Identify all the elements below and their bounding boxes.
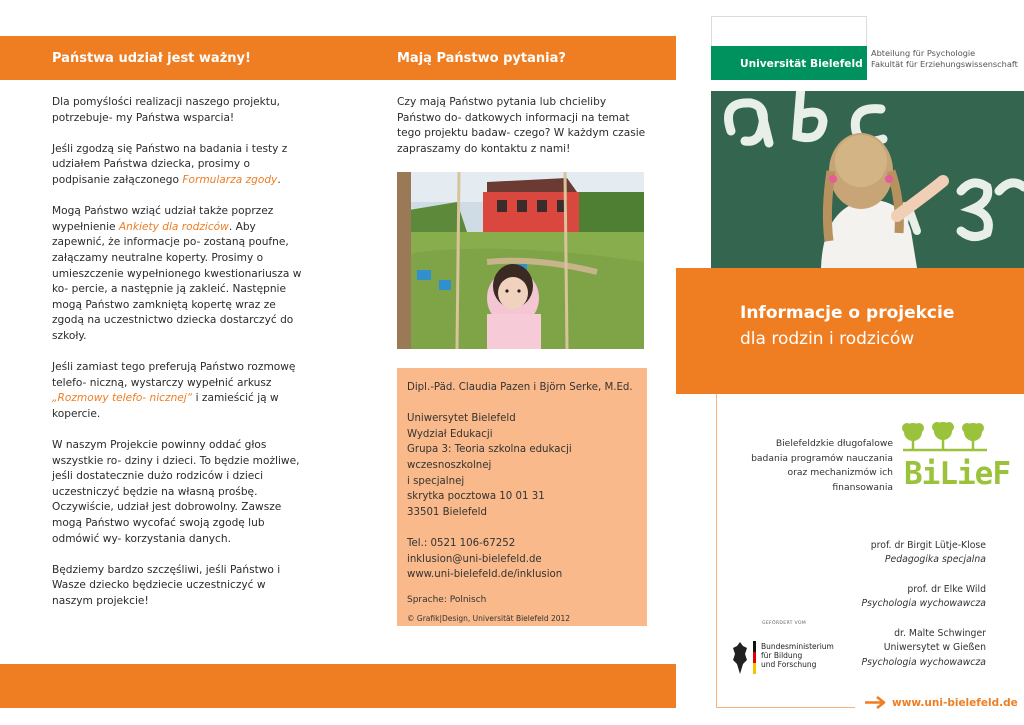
- contact-names: Dipl.-Päd. Claudia Pazen i Björn Serke, M.Ed.: [407, 382, 633, 393]
- german-flag-icon: [753, 641, 756, 674]
- consent-form-link[interactable]: Formularza zgody: [182, 173, 278, 186]
- paragraph-support: Dla pomyślości realizacji naszego projektu, potrzebuje- my Państwa wsparcia!: [52, 96, 281, 124]
- middle-heading: Mają Państwo pytania?: [397, 51, 566, 66]
- person-3-name: dr. Malte Schwinger: [894, 628, 986, 639]
- phone-interview-link[interactable]: „Rozmowy telefo- nicznej“: [52, 392, 193, 405]
- left-heading: Państwa udział jest ważny!: [52, 51, 251, 66]
- bilief-description: Bielefeldzkie długofalowe badania programów nauczania oraz mechanizmów ich finansowania: [751, 438, 893, 493]
- bmbf-name: Bundesministerium für Bildung und Forschung: [761, 642, 834, 669]
- person-3-role2: Psychologia wychowawcza: [861, 656, 986, 668]
- left-column-text: [52, 95, 302, 625]
- contact-group: Grupa 3: Teoria szkolna edukacji wczesnoszkolnej: [407, 444, 572, 471]
- person-1-role: Pedagogika specjalna: [884, 554, 986, 566]
- cover-title: Informacje o projekcie: [740, 303, 955, 323]
- paragraph-phone: Jeśli zamiast tego preferują Państwo rozmowę telefo- niczną, wystarczy wypełnić arkusz „Rozmowy telefo- nicznej“ i zamieścić ją w kopercie.: [52, 361, 296, 420]
- chalkboard-child-photo: [711, 91, 1024, 268]
- university-name: Universität Bielefeld: [740, 58, 863, 70]
- person-2: [800, 583, 986, 612]
- paragraph-voluntary: W naszym Projekcie powinny oddać głos wszystkie ro- dziny i dzieci. To będzie możliwe, jeśli dostatecznie dużo rodziców i dzieci uczestniczyć będzie na własną prośbę. Oczywiście, udział jest dobrowolny. Zawsze mogą Państwo wycofać swoją zgodę lub odmówić wy- korzystania danych.: [52, 439, 300, 545]
- contact-group-cont: i specjalnej: [407, 475, 465, 487]
- university-logo-block: [711, 16, 867, 80]
- contact-faculty: Wydział Edukacji: [407, 428, 493, 440]
- paragraph-questions: Czy mają Państwo pytania lub chcieliby Państwo do- datkowych informacji na temat tego projektu badaw- czego? W każdym czasie zapraszamy do kontaktu z nami!: [397, 96, 646, 155]
- contact-org: Uniwersytet Bielefeld: [407, 413, 516, 425]
- cover-subtitle: dla rodzin i rodziców: [740, 329, 915, 349]
- contact-city: 33501 Bielefeld: [407, 506, 487, 518]
- paragraph-consent: Jeśli zgodzą się Państwo na badania i testy z udziałem Państwa dziecka, prosimy o podpisanie załączonego Formularza zgody.: [52, 142, 288, 186]
- contact-po-box: skrytka pocztowa 10 01 31: [407, 491, 545, 503]
- middle-column-text: [397, 95, 647, 173]
- parent-survey-link[interactable]: Ankiety dla rodziców: [118, 220, 229, 233]
- person-1: [800, 539, 986, 568]
- person-2-role: Psychologia wychowawcza: [861, 598, 986, 610]
- department-info: Abteilung für Psychologie Fakultät für Erziehungswissenschaft: [871, 48, 1018, 69]
- person-1-name: prof. dr Birgit Lütje-Klose: [870, 540, 986, 551]
- person-3-role: Uniwersytet w Gießen: [883, 642, 986, 654]
- contact-email[interactable]: inklusion@uni-bielefeld.de: [407, 553, 542, 565]
- contact-phone: Tel.: 0521 106-67252: [407, 537, 516, 549]
- design-credit: © Grafik|Design, Universität Bielefeld 2012: [407, 614, 571, 624]
- paragraph-survey: Mogą Państwo wziąć udział także poprzez wypełnienie Ankiety dla rodziców. Aby zapewnić, że informacje po- zostaną poufne, załączamy neutralne koperty. Prosimy o umieszczenie wypełnionego kwestionariusza w ko- percie, a następnie ją zakleić. Następnie mogą Państwo zamkniętą kopertę wraz ze zgodą na uczestnictwo dziecka dostarczyć do szkoły.: [52, 205, 302, 342]
- paragraph-thanks: Będziemy bardzo szczęśliwi, jeśli Państwo i Wasze dziecko będziecie uczestniczyć w naszym projekcie!: [52, 563, 281, 607]
- playground-swing-photo: [397, 172, 644, 349]
- federal-eagle-icon: [731, 640, 749, 676]
- bilief-wordmark: BiLieF: [904, 456, 1010, 492]
- person-2-name: prof. dr Elke Wild: [907, 584, 986, 595]
- contact-website[interactable]: www.uni-bielefeld.de/inklusion: [407, 569, 563, 581]
- bottom-orange-band: [0, 664, 676, 708]
- arrow-right-icon: [864, 696, 886, 709]
- contact-box: [397, 368, 647, 626]
- funded-by-label: GEFÖRDERT VOM: [762, 621, 807, 626]
- footer-url-link[interactable]: www.uni-bielefeld.de: [892, 697, 1018, 709]
- contact-language: Sprache: Polnisch: [407, 594, 487, 605]
